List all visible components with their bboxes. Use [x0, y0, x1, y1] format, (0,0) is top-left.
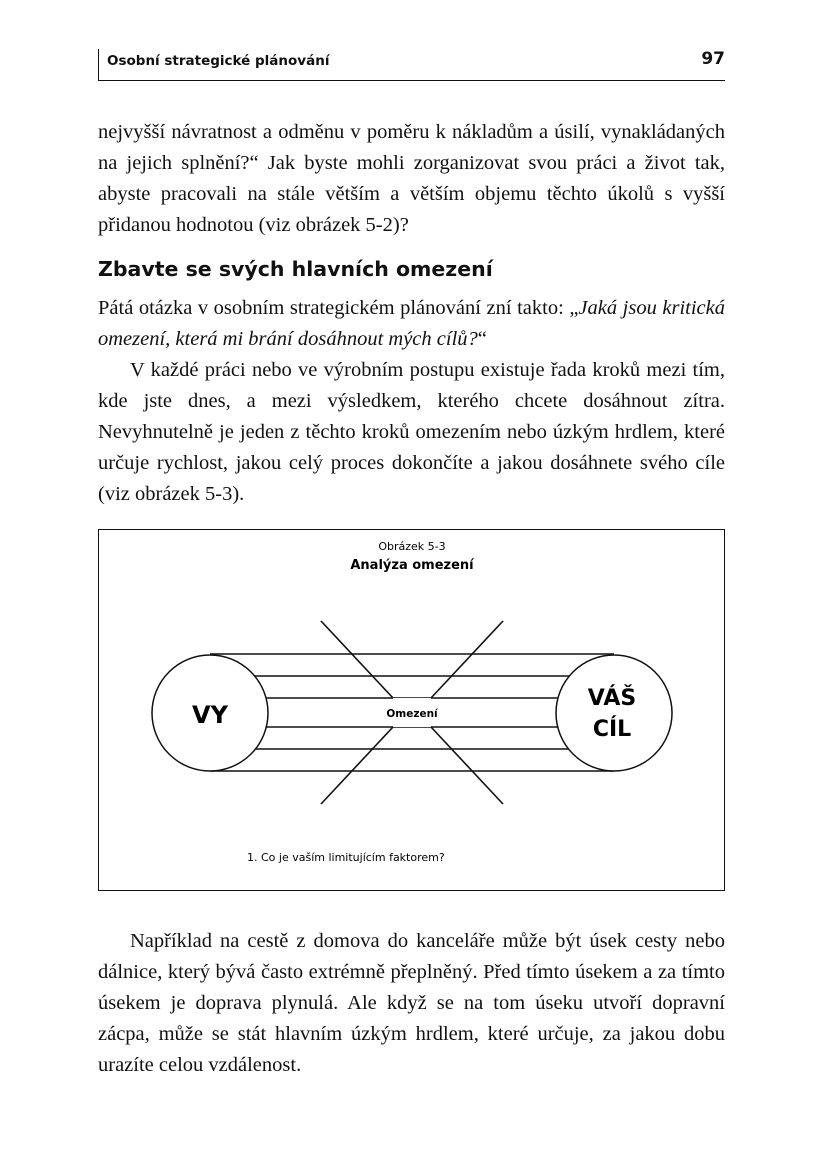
cross-line-lower-right	[431, 727, 503, 804]
figure-question: 1. Co je vaším limitujícím faktorem?	[247, 851, 445, 864]
cross-line-lower-left	[321, 727, 393, 804]
figure-title: Analýza omezení	[350, 558, 474, 573]
question-italic: Jaká jsou kritická omezení, která mi brání dosáhnout mých cílů?	[98, 297, 725, 350]
constraint-diagram	[99, 530, 726, 892]
left-circle-label: VY	[192, 701, 228, 729]
paragraph-intro: nejvyšší návratnost a odměnu v poměru k nákladům a úsilí, vynakládaných na jejich splnění?“ Jak byste mohli zorganizovat svou práci a život tak, abyste pracovali na stále větším a větším objemu těchto úkolů s vyšší přidanou hodnotou (viz obrázek 5-2)?	[98, 121, 725, 236]
constraint-label: Omezení	[386, 708, 438, 720]
paragraph-steps: V každé práci nebo ve výrobním postupu existuje řada kroků mezi tím, kde jste dnes, a mezi výsledkem, kterého chcete dosáhnout zítra. Nevyhnutelně je jeden z těchto kroků omezením nebo úzkým hrdlem, které určuje rychlost, jakou celý proces dokončíte a jakou dosáhnete svého cíle (viz obrázek 5-3).	[98, 359, 725, 505]
paragraph-example: Například na cestě z domova do kanceláře může být úsek cesty nebo dálnice, který bývá často extrémně přeplněný. Před tímto úsekem a za tímto úsekem je doprava plynulá. Ale když se na tom úseku utvoří dopravní zácpa, může se stát hlavním úzkým hrdlem, které určuje, za jakou dobu urazíte celou vzdálenost.	[98, 930, 725, 1076]
paragraph-question	[98, 293, 725, 355]
right-circle	[556, 655, 672, 771]
running-title: Osobní strategické plánování	[107, 53, 330, 69]
cross-line-upper-right	[431, 621, 503, 698]
cross-line-upper-left	[321, 621, 393, 698]
question-tail: “	[477, 328, 487, 350]
section-heading: Zbavte se svých hlavních omezení	[98, 257, 493, 281]
right-circle-label-line1: VÁŠ	[587, 686, 637, 711]
page-number: 97	[701, 49, 725, 69]
figure-label: Obrázek 5-3	[378, 540, 446, 553]
right-circle-label-line2: CÍL	[592, 717, 632, 742]
figure-box	[98, 529, 725, 891]
running-head	[98, 49, 725, 81]
question-lead: Pátá otázka v osobním strategickém plánování zní takto: „	[98, 297, 579, 319]
